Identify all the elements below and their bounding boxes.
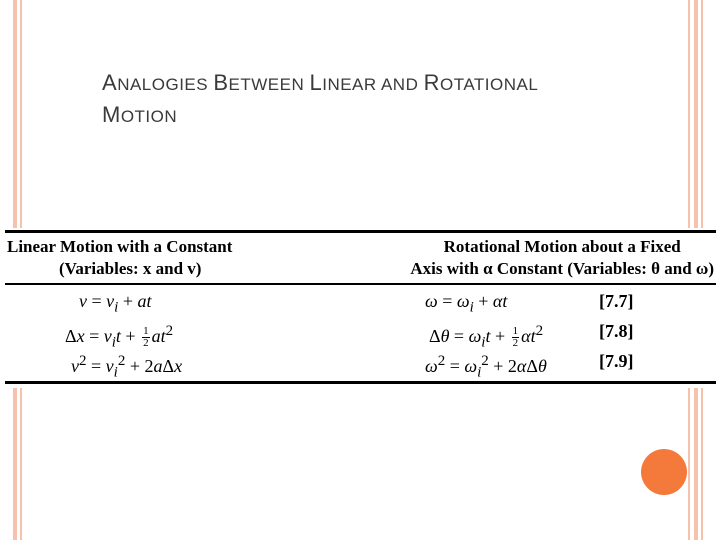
linear-equation-7-9: $v^2 = v_i^2 + 2a\Delta x$ [71,353,183,381]
linear-header-line2: (Variables: x and v) [59,259,202,278]
decorative-orange-circle [641,449,687,495]
rotational-motion-header [410,236,714,280]
slide-title-line2: MOTION [102,102,178,127]
rotational-header-line2: Axis with α Constant (Variables: θ and ω) [410,259,714,278]
rotational-header-line1: Rotational Motion about a Fixed [443,237,681,256]
linear-motion-header [7,236,232,280]
equations-table-image [5,228,716,388]
linear-header-line1: Linear Motion with a Constant [7,237,233,256]
table-top-rule [5,230,716,233]
equation-tag-7-9: [7.9] [599,351,634,371]
equation-tag-7-8: [7.8] [599,321,634,341]
rotational-equation-7-7: $\omega = \omega_i + \alpha t$ [425,291,508,316]
linear-equation-7-8: $\Delta x = v_it$ + $\frac{1}{2}$ $at^2$ [65,323,174,351]
rotational-equation-7-9: $\omega^2 = \omega_i^2 + 2\alpha\Delta\theta$ [425,353,547,381]
slide-title-line1: ANALOGIES BETWEEN LINEAR AND ROTATIONAL [102,70,539,95]
one-half-fraction: $\frac{1}{2}$ [143,325,149,350]
linear-equation-7-7: $v = v_i$ + at [79,291,152,316]
rotational-equation-7-8: $\Delta\theta = \omega_it$ + $\frac{1}{2}$ $\alpha t^2$ [429,323,544,351]
slide-title [102,68,692,132]
equation-tag-7-7: [7.7] [599,291,634,311]
table-header-rule [5,283,716,285]
one-half-fraction: $\frac{1}{2}$ [512,325,519,350]
